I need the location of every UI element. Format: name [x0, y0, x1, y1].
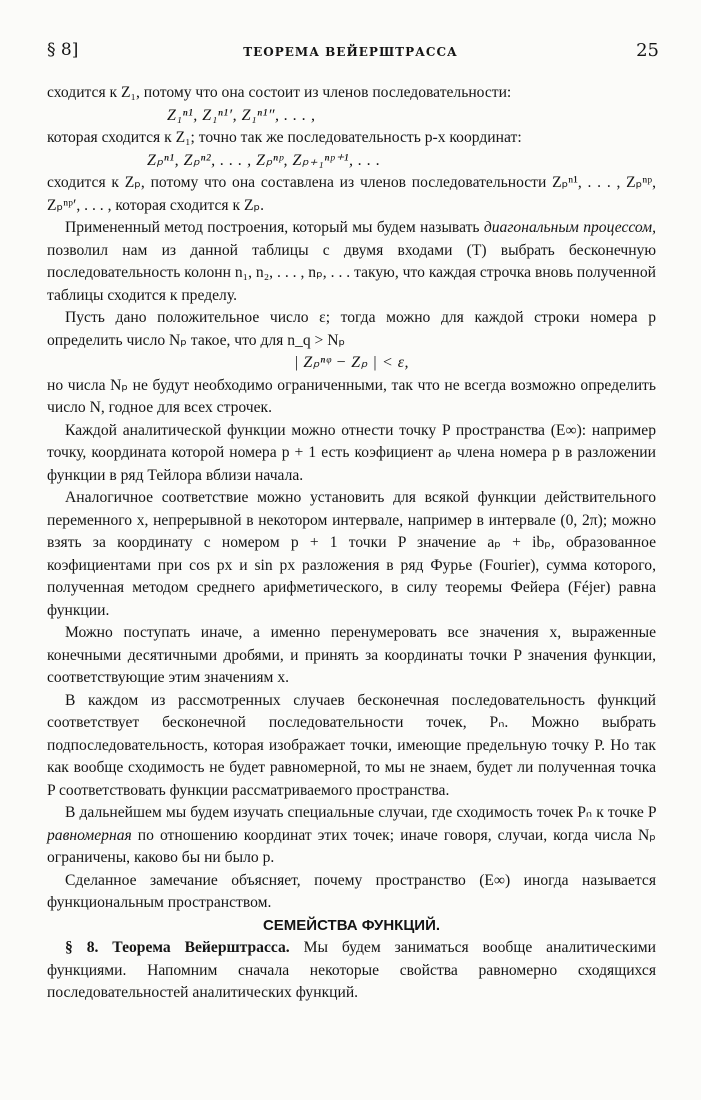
paragraph-2: которая сходится к Z₁; точно так же последовательность p-х координат:: [47, 129, 522, 146]
equation-3: | Zₚⁿᵠ − Zₚ | < ε,: [293, 354, 410, 371]
paragraph-13: [47, 937, 656, 1005]
paragraph-13-text: Мы будем заниматься вообще аналитическими функциями. Напомним сначала некоторые свойства равномерно сходящихся последовательностей аналитических функций.: [47, 939, 656, 1001]
paragraph-4-start: Примененный метод построения, который мы будем называть: [65, 219, 484, 236]
equation-2: Zₚⁿ¹, Zₚⁿ², . . . , Zₚⁿᵖ, Zₚ₊₁ⁿᵖ⁺¹, . . .: [147, 151, 381, 169]
paragraph-3: сходится к Zₚ, потому что она составлена из членов последовательности Zₚⁿ¹, . . . , Zₚⁿᵖ, Zₚⁿᵖ′, . . . , которая сходится к Zₚ.: [47, 174, 656, 214]
page-number: 25: [636, 40, 659, 61]
section-heading: СЕМЕЙСТВА ФУНКЦИЙ.: [262, 916, 441, 934]
paragraph-8: Аналогичное соответствие можно установить для всякой функции действительного переменного x, непрерывной в некотором интервале, например в интервале (0, 2π); можно взять за координату с номером p + 1 точки P значение aₚ + ibₚ, образованное коэфициентами при cos px и sin px разложения в ряд Фурье (Fourier), сумма которого, полученная методом среднего арифметического, в силу теоремы Фейера (Féjer) равна функции.: [47, 489, 656, 619]
paragraph-7: Каждой аналитической функции можно отнести точку P пространства (E∞): например точку, координата которой номера p + 1 есть коэфициент aₚ члена номера p в разложении функции в ряд Тейлора вблизи начала.: [47, 421, 656, 484]
paragraph-12: Сделанное замечание объясняет, почему пространство (E∞) иногда называется функциональным пространством.: [47, 871, 656, 911]
equation-1: Z₁ⁿ¹, Z₁ⁿ¹′, Z₁ⁿ¹″, . . . ,: [167, 106, 316, 124]
paragraph-1: сходится к Z₁, потому что она состоит из членов последовательности:: [47, 84, 512, 101]
section-marker: § 8]: [47, 40, 79, 60]
paragraph-4-end: позволил нам из данной таблицы с двумя входами (T) выбрать бесконечную последовательность колонн n₁, n₂, . . . , nₚ, . . . такую, что каждая строчка вновь полученной таблицы сходится к пределу.: [47, 241, 656, 304]
paragraph-10: В каждом из рассмотренных случаев бесконечная последовательность функций соответствует бесконечной последовательности точек, Pₙ. Можно выбрать подпоследовательность, которая изображает точки, имеющие предельную точку P. Но так как вообще сходимость не будет равномерной, то мы не знаем, будет ли полученная точка P соответствовать функции рассматриваемого пространства.: [47, 691, 656, 799]
paragraph-4: [47, 217, 656, 307]
paragraph-6: но числа Nₚ не будут необходимо ограниченными, так что не всегда возможно определить число N, годное для всех строчек.: [47, 376, 656, 416]
paragraph-11: [47, 802, 656, 870]
paragraph-5: Пусть дано положительное число ε; тогда можно для каждой строки номера p определить число Nₚ такое, что для n_q > Nₚ: [47, 309, 656, 349]
theorem-heading: § 8. Теорема Вейерштрасса.: [65, 939, 290, 956]
paragraph-9: Можно поступать иначе, а именно перенумеровать все значения x, выраженные конечными десятичными дробями, и принять за координаты точки P значения функции, соответствующие этим значениям x.: [47, 624, 656, 686]
paragraph-11-start: В дальнейшем мы будем изучать специальные случаи, где сходимость точек Pₙ к точке P: [65, 804, 656, 821]
page-body: [47, 82, 656, 1005]
paragraph-11-end: по отношению координат этих точек; иначе говоря, случаи, когда числа Nₚ ограничены, каково бы ни было p.: [47, 826, 656, 866]
term-diagonal-process: диагональным процессом,: [483, 219, 656, 236]
term-uniform: равномерная: [47, 826, 132, 844]
running-title: ТЕОРЕМА ВЕЙЕРШТРАССА: [243, 45, 458, 59]
